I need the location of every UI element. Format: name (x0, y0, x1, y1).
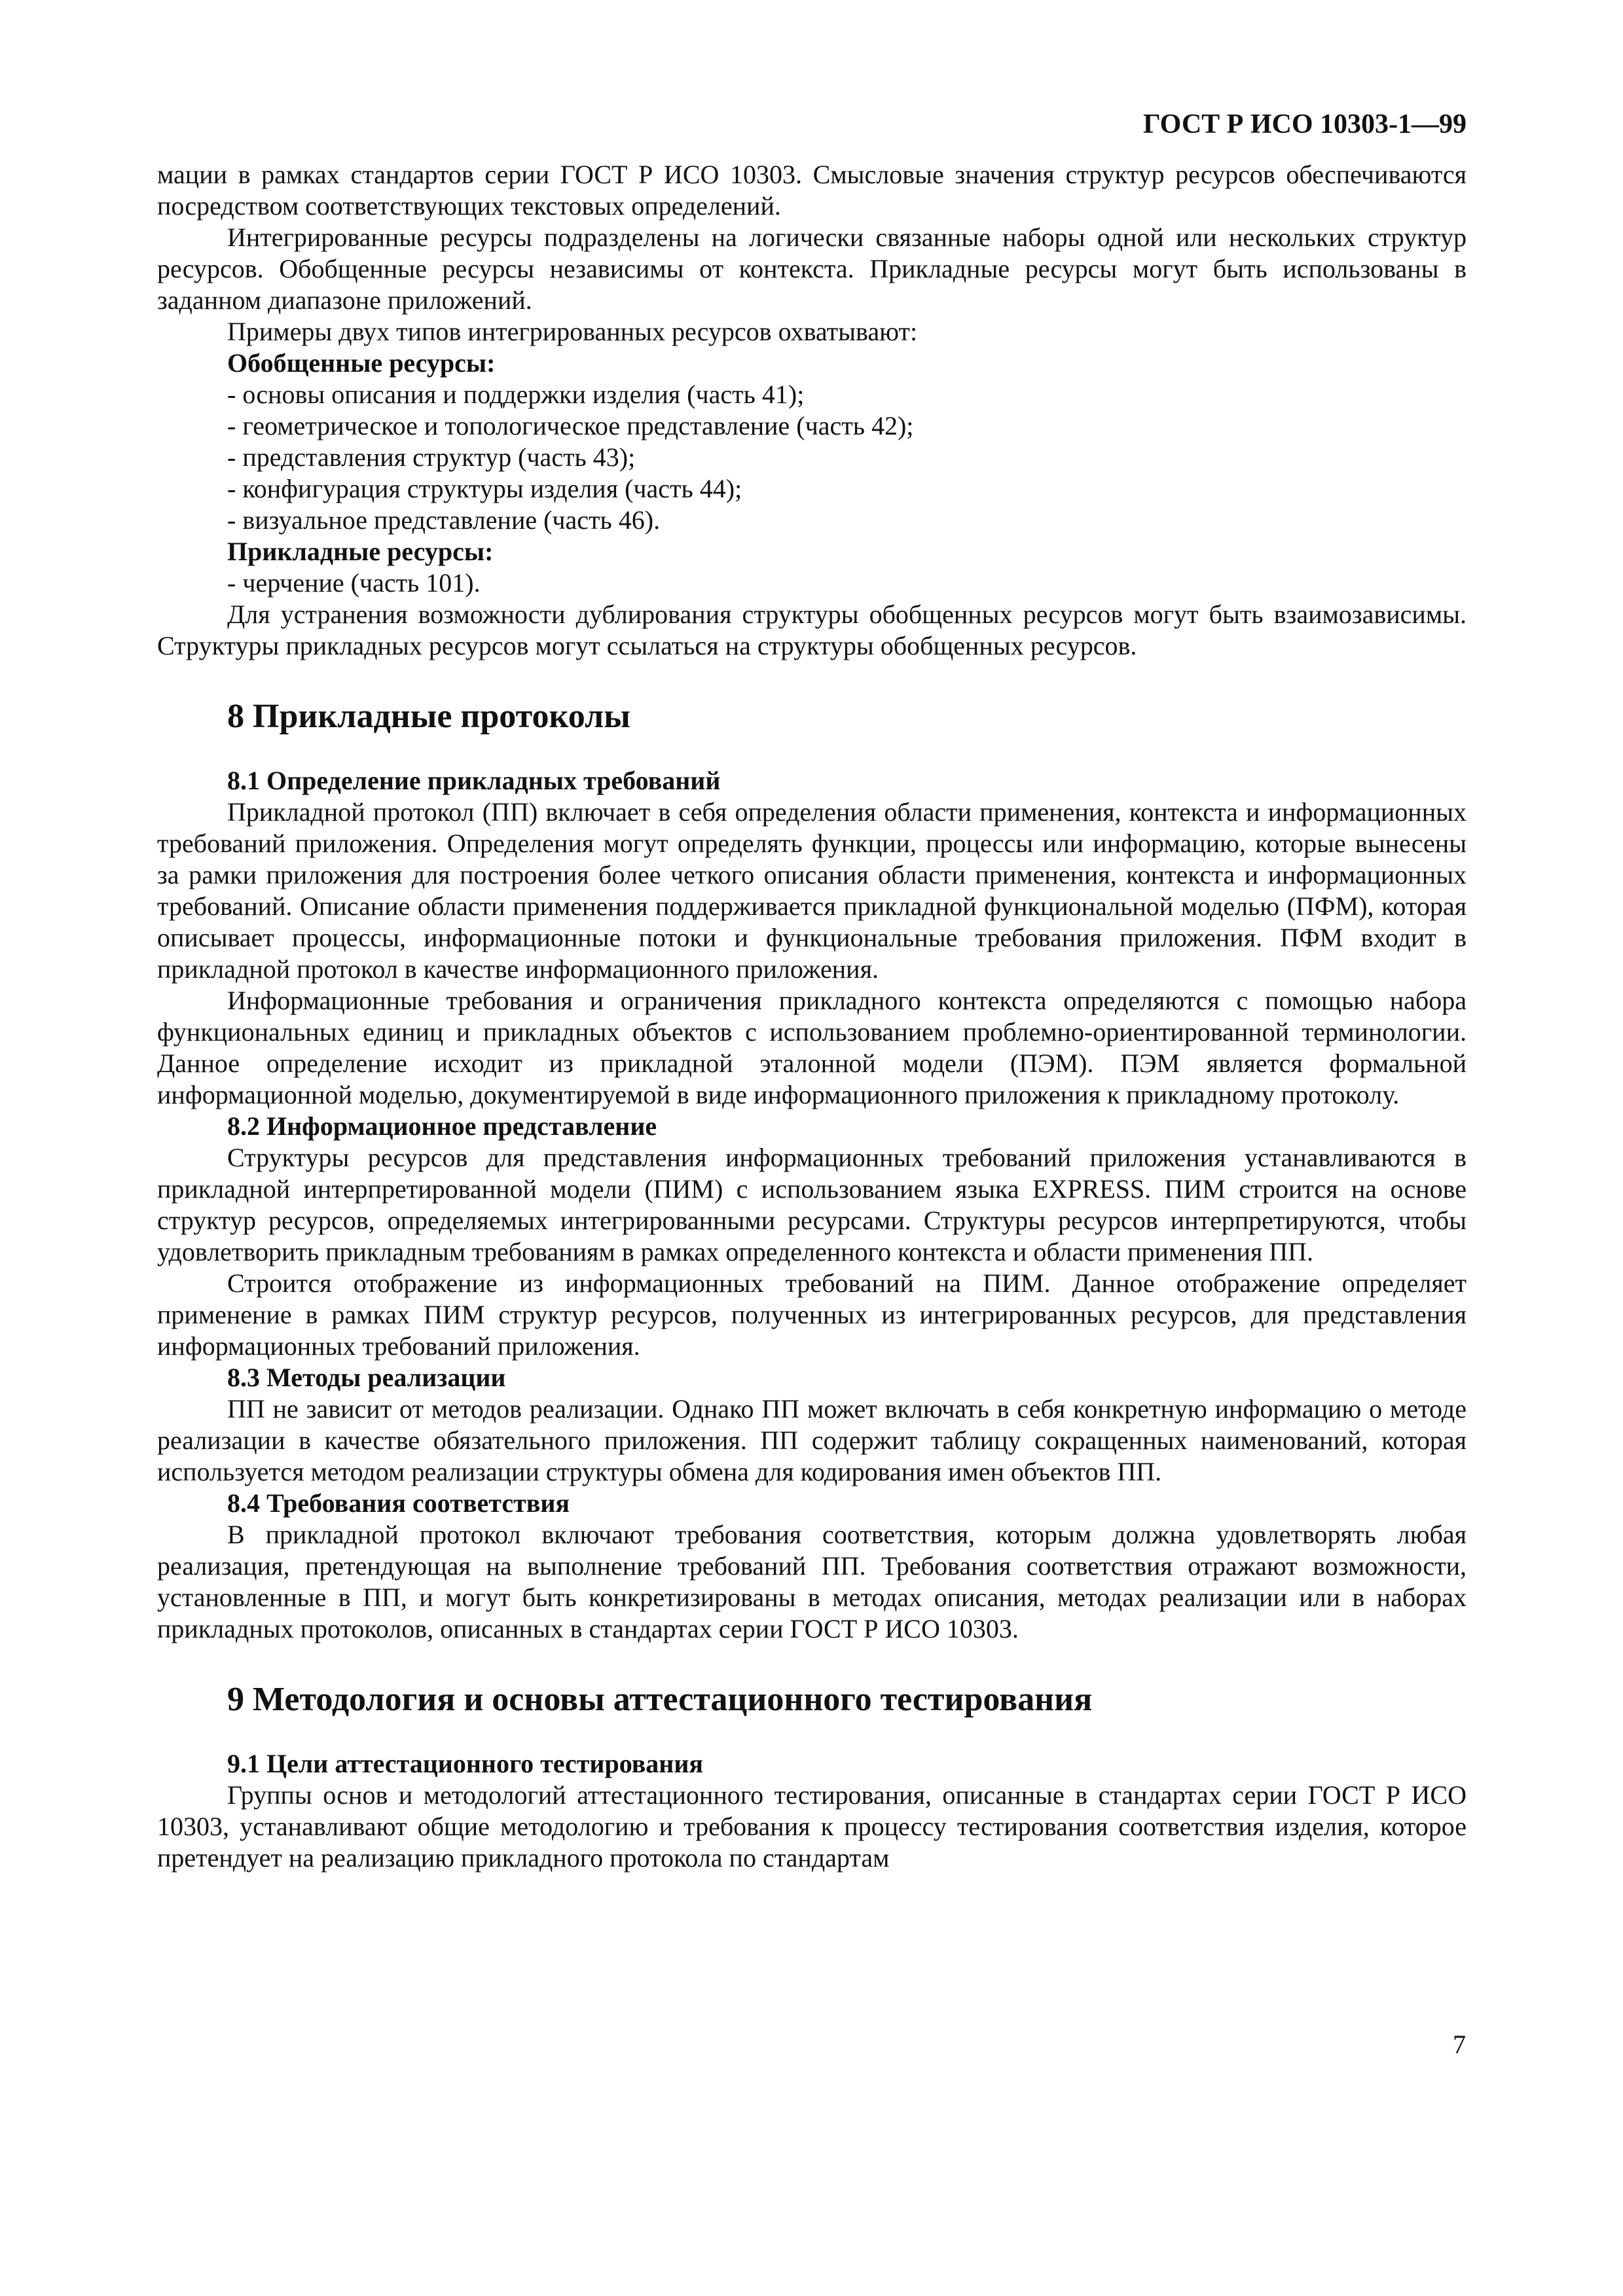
section-8-1-paragraph-1: Прикладной протокол (ПП) включает в себя определения области применения, контекста и информационных требований приложения. Определения могут определять функции, процессы или информацию, которые вынесены за рамки приложения для построения более четкого описания области применения, контекста и информационных требований. Описание области применения поддерживается прикладной функциональной моделью (ПФМ), которая описывает процессы, информационные потоки и функциональные требования приложения. ПФМ входит в прикладной протокол в качестве информационного приложения. (157, 797, 1467, 984)
list-item: - черчение (часть 101). (227, 568, 481, 598)
section-8-1-paragraph-2: Информационные требования и ограничения прикладного контекста определяются с помощью набора функциональных единиц и прикладных объектов с использованием проблемно-ориентированной терминологии. Данное определение исходит из прикладной эталонной модели (ПЭМ). ПЭМ является формальной информационной моделью, документируемой в виде информационного приложения к прикладному протоколу. (157, 986, 1467, 1109)
page-number: 7 (1453, 2030, 1466, 2059)
section-9-title: 9 Методология и основы аттестационного тестирования (227, 1681, 1093, 1718)
intro-paragraph-3: Примеры двух типов интегрированных ресурсов охватывают: (227, 317, 918, 346)
list-item: - визуальное представление (часть 46). (227, 505, 661, 535)
intro-paragraph-2: Интегрированные ресурсы подразделены на логически связанные наборы одной или нескольких структур ресурсов. Обобщенные ресурсы независимы от контекста. Прикладные ресурсы могут быть использованы в заданном диапазоне приложений. (157, 223, 1467, 315)
section-8-2-title: 8.2 Информационное представление (227, 1111, 657, 1141)
list-item: - геометрическое и топологическое представление (часть 42); (227, 411, 914, 440)
list-item: - конфигурация структуры изделия (часть 44); (227, 474, 742, 503)
section-8-4-paragraph-1: В прикладной протокол включают требования соответствия, которым должна удовлетворять любая реализация, претендующая на выполнение требований ПП. Требования соответствия отражают возможности, установленные в ПП, и могут быть конкретизированы в методах описания, методах реализации или в наборах прикладных протоколов, описанных в стандартах серии ГОСТ Р ИСО 10303. (157, 1520, 1467, 1643)
section-8-4-title: 8.4 Требования соответствия (227, 1488, 570, 1518)
generic-resources-label: Обобщенные ресурсы: (227, 348, 496, 378)
section-8-3-title: 8.3 Методы реализации (227, 1363, 506, 1392)
document-header: ГОСТ Р ИСО 10303-1—99 (1142, 109, 1467, 139)
section-9-1-paragraph-1: Группы основ и методологий аттестационного тестирования, описанные в стандартах серии ГОСТ Р ИСО 10303, устанавливают общие методологию и требования к процессу тестирования соответствия изделия, которое претендует на реализацию прикладного протокола по стандартам (157, 1780, 1467, 1873)
applied-resources-label: Прикладные ресурсы: (227, 537, 494, 566)
intro-paragraph-4: Для устранения возможности дублирования структуры обобщенных ресурсов могут быть взаимозависимы. Структуры прикладных ресурсов могут ссылаться на структуры обобщенных ресурсов. (157, 600, 1467, 660)
document-page (157, 108, 1467, 2235)
section-8-2-paragraph-1: Структуры ресурсов для представления информационных требований приложения устанавливаются в прикладной интерпретированной модели (ПИМ) с использованием языка EXPRESS. ПИМ строится на основе структур ресурсов, определяемых интегрированными ресурсами. Структуры ресурсов интерпретируются, чтобы удовлетворить прикладным требованиям в рамках определенного контекста и области применения ПП. (157, 1143, 1467, 1266)
section-8-3-paragraph-1: ПП не зависит от методов реализации. Однако ПП может включать в себя конкретную информацию о методе реализации в качестве обязательного приложения. ПП содержит таблицу сокращенных наименований, которая используется методом реализации структуры обмена для кодирования имен объектов ПП. (157, 1394, 1467, 1486)
section-8-title: 8 Прикладные протоколы (227, 698, 630, 735)
list-item: - представления структур (часть 43); (227, 442, 636, 472)
section-9-1-title: 9.1 Цели аттестационного тестирования (227, 1749, 704, 1778)
list-item: - основы описания и поддержки изделия (часть 41); (227, 380, 805, 409)
section-8-1-title: 8.1 Определение прикладных требований (227, 766, 721, 795)
section-8-2-paragraph-2: Строится отображение из информационных требований на ПИМ. Данное отображение определяет применение в рамках ПИМ структур ресурсов, полученных из интегрированных ресурсов, для представления информационных требований приложения. (157, 1268, 1467, 1361)
intro-paragraph-1: мации в рамках стандартов серии ГОСТ Р ИСО 10303. Смысловые значения структур ресурсов обеспечиваются посредством соответствующих текстовых определений. (157, 160, 1467, 221)
